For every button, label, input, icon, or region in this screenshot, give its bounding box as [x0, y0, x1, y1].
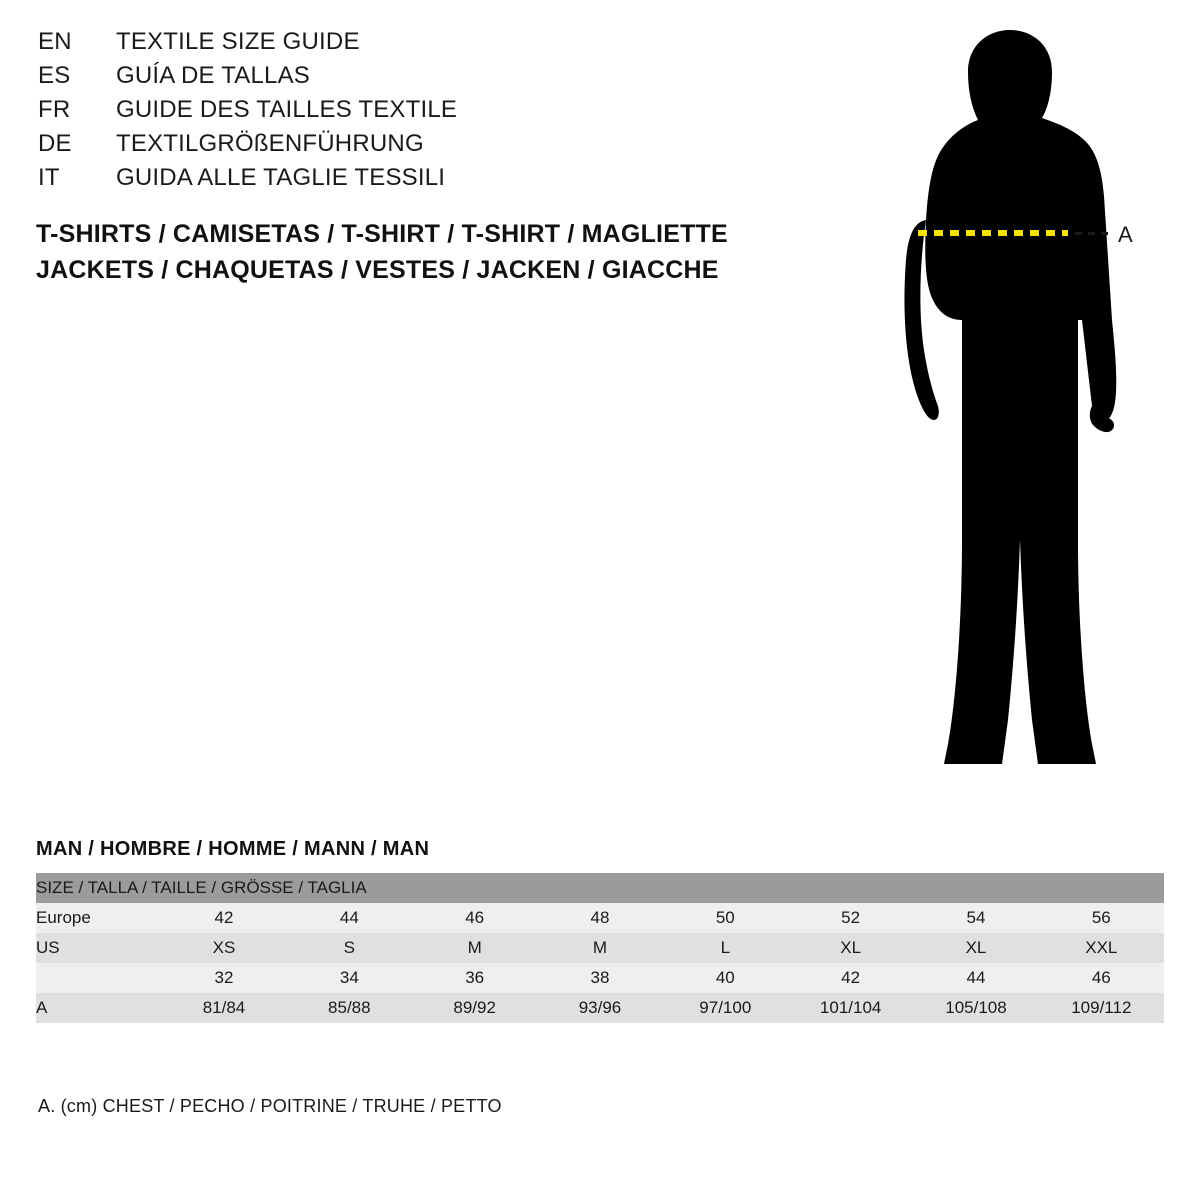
- cell-value: M: [537, 933, 662, 963]
- language-code: FR: [38, 96, 71, 123]
- cell-value: 81/84: [161, 993, 286, 1023]
- cell-value: XS: [161, 933, 286, 963]
- cell-value: 32: [161, 963, 286, 993]
- language-list: [38, 28, 758, 198]
- row-label: Europe: [36, 903, 161, 933]
- cell-value: S: [287, 933, 412, 963]
- cell-value: 46: [412, 903, 537, 933]
- language-title: GUÍA DE TALLAS: [116, 62, 310, 89]
- language-title: GUIDE DES TAILLES TEXTILE: [116, 96, 458, 123]
- language-title: GUIDA ALLE TAGLIE TESSILI: [116, 164, 446, 191]
- table-row: [36, 903, 1164, 933]
- cell-value: XL: [788, 933, 913, 963]
- cell-value: 109/112: [1039, 993, 1164, 1023]
- cell-value: 56: [1039, 903, 1164, 933]
- size-table: [36, 873, 1164, 1023]
- table-row: [36, 933, 1164, 963]
- cell-value: XL: [913, 933, 1038, 963]
- cell-value: 46: [1039, 963, 1164, 993]
- table-header-row: [36, 873, 1164, 903]
- garment-categories: [36, 216, 796, 288]
- cell-value: M: [412, 933, 537, 963]
- cell-value: 101/104: [788, 993, 913, 1023]
- measure-leader-line: [1075, 232, 1109, 235]
- cell-value: 44: [913, 963, 1038, 993]
- row-label: A: [36, 993, 161, 1023]
- cell-value: 36: [412, 963, 537, 993]
- cell-value: 97/100: [663, 993, 788, 1023]
- language-code: EN: [38, 28, 72, 55]
- body-silhouette-figure: [820, 20, 1180, 790]
- language-title: TEXTILE SIZE GUIDE: [116, 28, 360, 55]
- table-header-label: SIZE / TALLA / TAILLE / GRÖSSE / TAGLIA: [36, 873, 1164, 903]
- cell-value: 105/108: [913, 993, 1038, 1023]
- cell-value: 42: [161, 903, 286, 933]
- cell-value: 42: [788, 963, 913, 993]
- measurement-footnote: A. (cm) CHEST / PECHO / POITRINE / TRUHE / PETTO: [38, 1096, 502, 1116]
- row-label: [36, 963, 161, 993]
- row-label: US: [36, 933, 161, 963]
- language-row-es: [38, 62, 758, 96]
- language-code: IT: [38, 164, 60, 191]
- language-title: TEXTILGRÖßENFÜHRUNG: [116, 130, 424, 157]
- cell-value: 40: [663, 963, 788, 993]
- language-code: DE: [38, 130, 72, 157]
- cell-value: XXL: [1039, 933, 1164, 963]
- size-table-section: [36, 838, 1164, 1023]
- cell-value: 85/88: [287, 993, 412, 1023]
- cell-value: 44: [287, 903, 412, 933]
- cell-value: 93/96: [537, 993, 662, 1023]
- cell-value: 38: [537, 963, 662, 993]
- silhouette-icon: [820, 20, 1180, 790]
- cell-value: 34: [287, 963, 412, 993]
- language-row-en: [38, 28, 758, 62]
- table-row: [36, 993, 1164, 1023]
- language-row-fr: [38, 96, 758, 130]
- cell-value: 48: [537, 903, 662, 933]
- table-row: [36, 963, 1164, 993]
- category-jackets: JACKETS / CHAQUETAS / VESTES / JACKEN / GIACCHE: [36, 256, 719, 284]
- cell-value: L: [663, 933, 788, 963]
- cell-value: 89/92: [412, 993, 537, 1023]
- cell-value: 52: [788, 903, 913, 933]
- table-section-title: MAN / HOMBRE / HOMME / MANN / MAN: [36, 838, 430, 860]
- language-code: ES: [38, 62, 71, 89]
- cell-value: 54: [913, 903, 1038, 933]
- language-row-de: [38, 130, 758, 164]
- cell-value: 50: [663, 903, 788, 933]
- language-row-it: [38, 164, 758, 198]
- category-tshirts: T-SHIRTS / CAMISETAS / T-SHIRT / T-SHIRT / MAGLIETTE: [36, 220, 728, 248]
- measure-label-a: A: [1118, 222, 1133, 247]
